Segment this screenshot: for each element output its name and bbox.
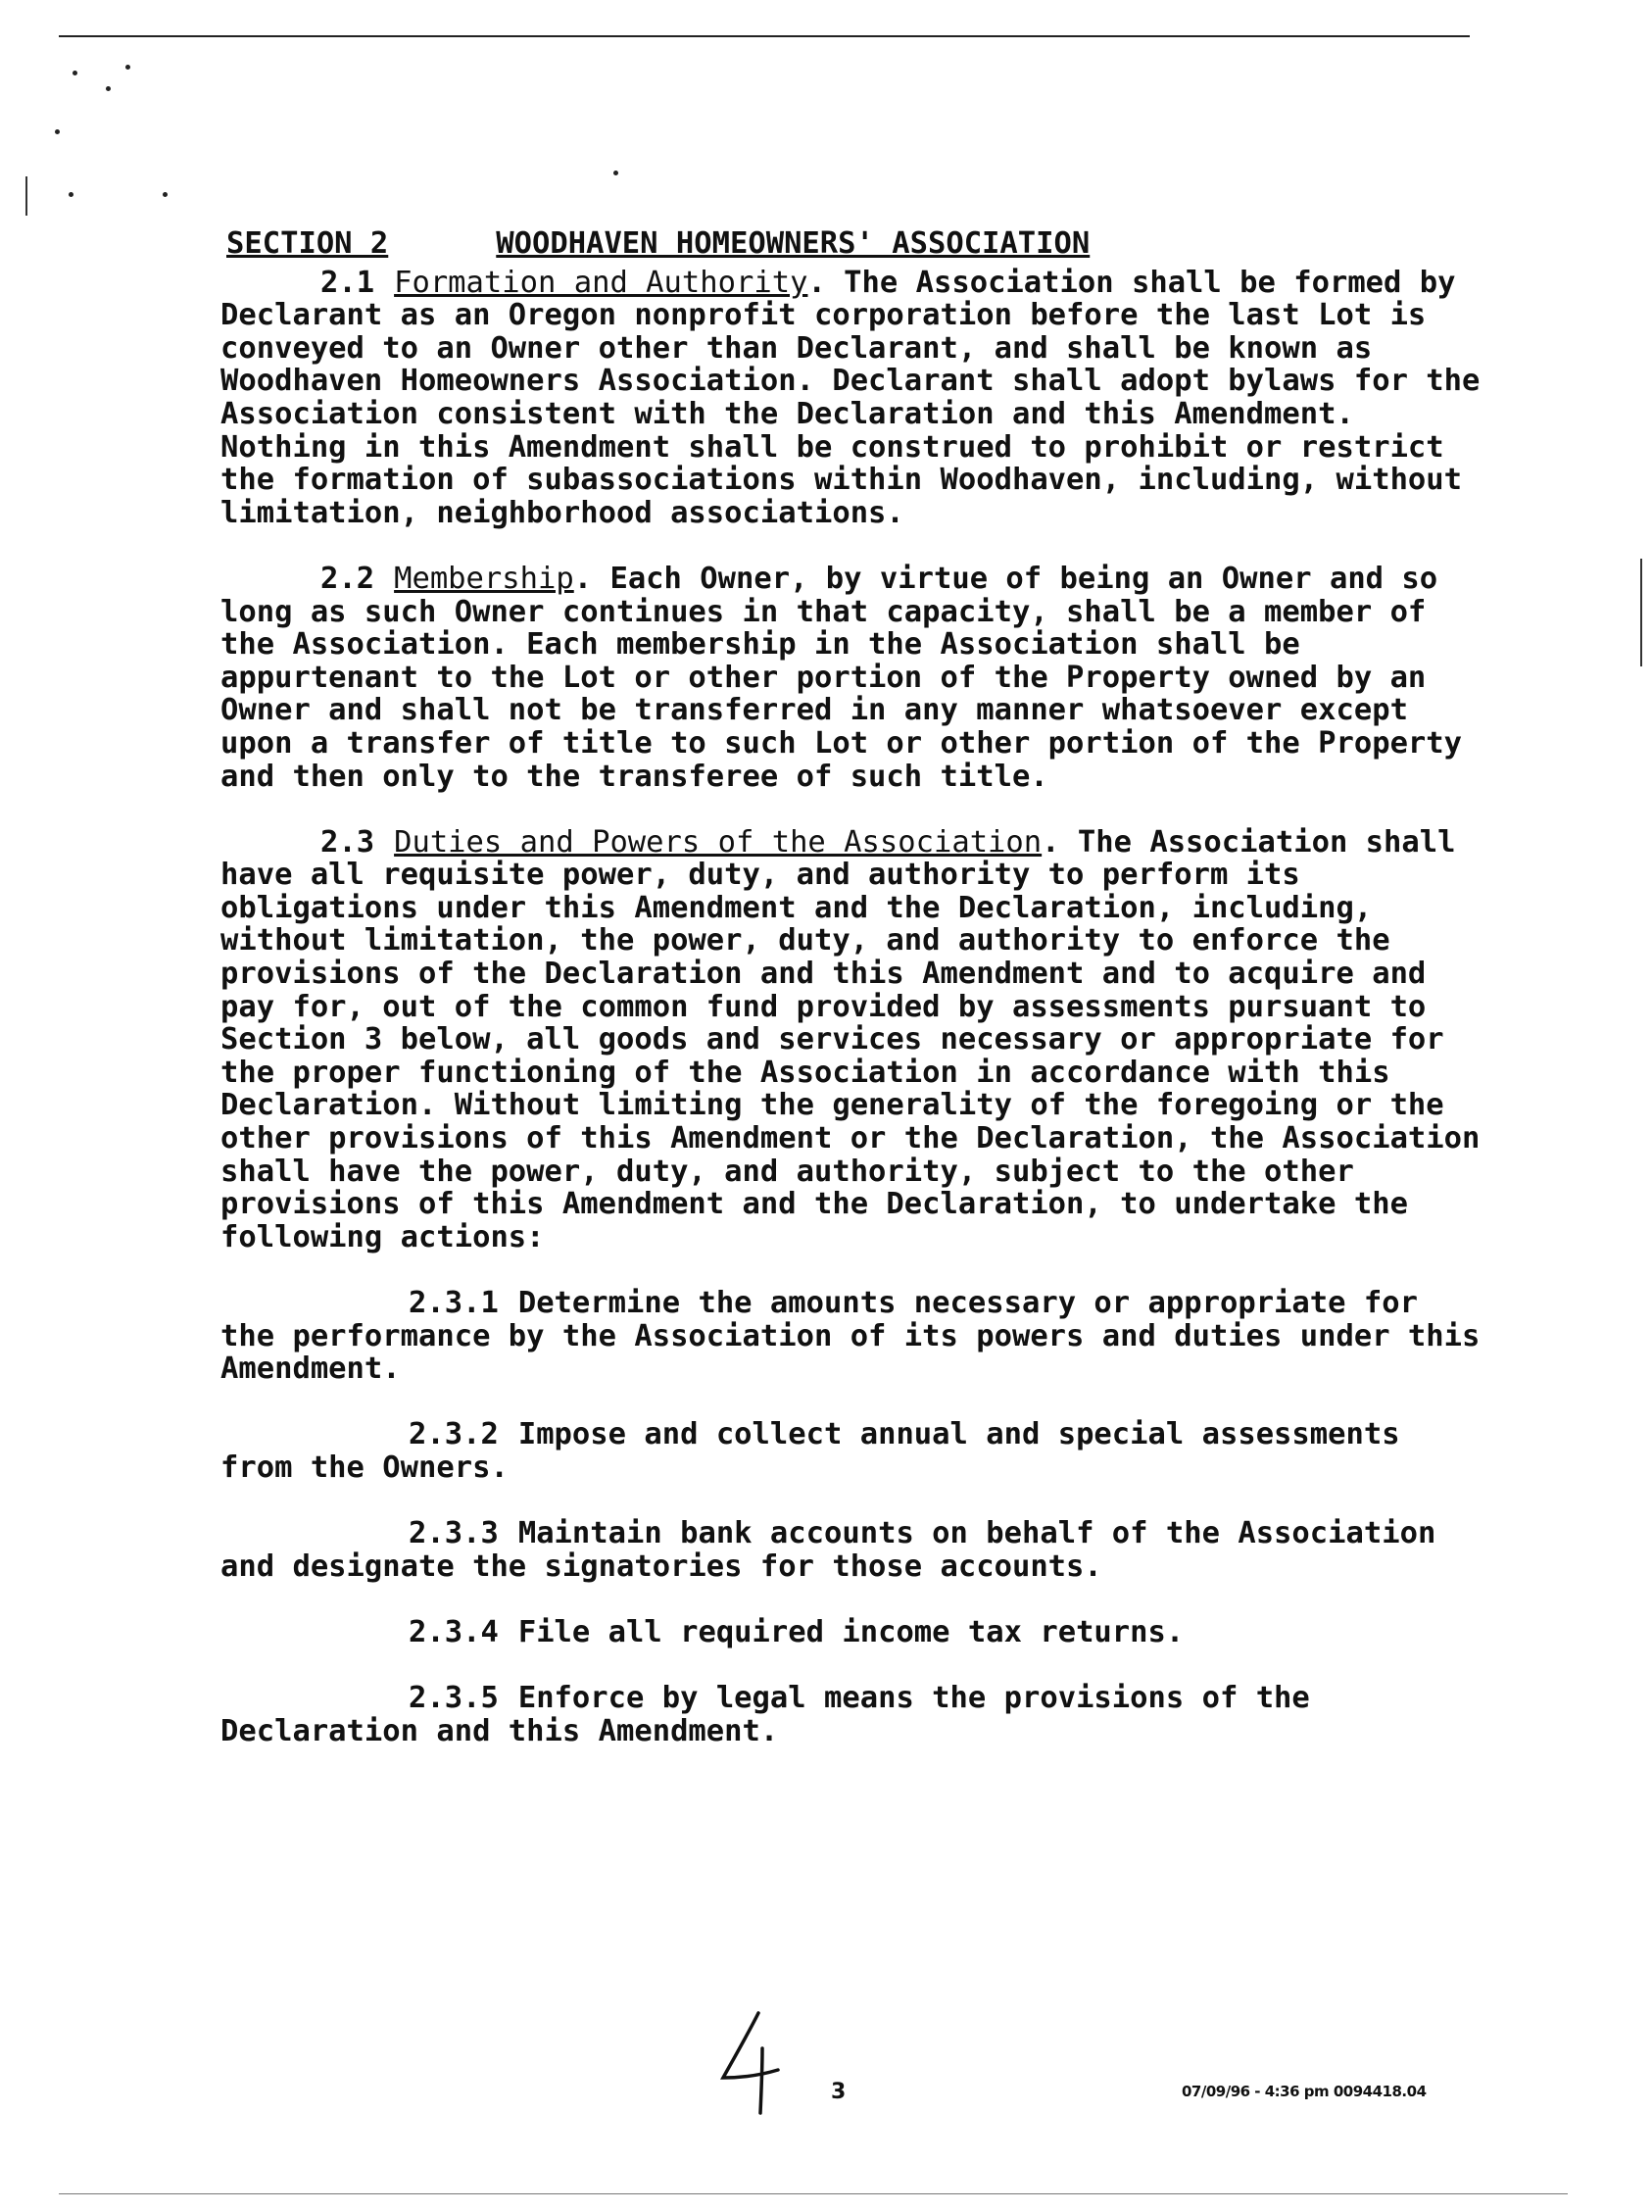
subitem-2-3-2: [220, 1418, 1484, 1484]
scan-speck: [106, 86, 111, 91]
left-edge-mark: [25, 176, 27, 216]
paragraph-title: Formation and Authority: [394, 265, 808, 300]
scan-speck: [55, 129, 60, 134]
bottom-scan-line: [59, 2193, 1568, 2194]
handwritten-page-number: [719, 2009, 782, 2117]
scan-speck: [73, 71, 77, 75]
paragraph-title: Duties and Powers of the Association: [394, 824, 1043, 860]
right-edge-mark: [1640, 559, 1642, 666]
scan-speck: [125, 65, 130, 70]
subitem-number: 2.3.4: [409, 1614, 499, 1649]
top-scan-line: [59, 35, 1470, 37]
scan-speck: [69, 192, 73, 197]
subitem-text: Impose and collect annual and special assessments from the Owners.: [220, 1417, 1400, 1485]
printed-page-number: 3: [831, 2080, 847, 2104]
document-body: [220, 227, 1484, 1781]
subitem-text: Determine the amounts necessary or appropriate for the performance by the Association of its powers and duties under this Amendment.: [220, 1286, 1481, 1387]
subitem-2-3-3: [220, 1517, 1484, 1583]
scan-speck: [163, 192, 168, 197]
paragraph-text: . Each Owner, by virtue of being an Owner and so long as such Owner continues in that capacity, shall be a member of the Association. Each membership in the Association shall be appurtenant to the Lot or other portion of the Property owned by an Owner and shall not be transferred in any manner whatsoever except upon a transfer of title to such Lot or other portion of the Property and then only to the transferee of such title.: [220, 561, 1463, 794]
subitem-number: 2.3.5: [409, 1681, 499, 1716]
subitem-2-3-1: [220, 1287, 1484, 1386]
section-title: WOODHAVEN HOMEOWNERS' ASSOCIATION: [496, 226, 1091, 261]
section-heading: [226, 227, 1484, 261]
paragraph-2-1: [220, 267, 1484, 530]
paragraph-number: 2.2: [320, 561, 375, 596]
paragraph-number: 2.1: [320, 265, 375, 300]
paragraph-text: . The Association shall be formed by Declarant as an Oregon nonprofit corporation before the last Lot is conveyed to an Owner other than Declarant, and shall be known as Woodhaven Homeowners Association. Declarant shall adopt bylaws for the Association consistent with the Declaration and this Amendment. Nothing in this Amendment shall be construed to prohibit or restrict the formation of subassociations within Woodhaven, including, without limitation, neighborhood associations.: [220, 265, 1481, 530]
paragraph-number: 2.3: [320, 824, 375, 860]
subitem-2-3-5: [220, 1682, 1484, 1747]
subitem-2-3-4: [220, 1616, 1484, 1649]
subitem-text: File all required income tax returns.: [517, 1614, 1185, 1649]
subitem-number: 2.3.3: [409, 1516, 499, 1551]
subitem-number: 2.3.1: [409, 1286, 499, 1320]
subitem-text: Enforce by legal means the provisions of the Declaration and this Amendment.: [220, 1681, 1310, 1748]
paragraph-text: . The Association shall have all requisite power, duty, and authority to perform its obligations under this Amendment and the Declaration, including, without limitation, the power, duty, and authority to enforce the provisions of the Declaration and this Amendment and to acquire and pay for, out of the common fund provided by assessments pursuant to Section 3 below, all goods and services necessary or appropriate for the proper functioning of the Association in accordance with this Declaration. Without limiting the generality of the foregoing or the other provisions of this Amendment or the Declaration, the Association shall have the power, duty, and authority, subject to the other provisions of this Amendment and the Declaration, to undertake the following actions:: [220, 824, 1481, 1254]
subitem-text: Maintain bank accounts on behalf of the Association and designate the signatories for those accounts.: [220, 1516, 1436, 1584]
section-label: SECTION 2: [226, 226, 389, 261]
paragraph-2-2: [220, 563, 1484, 793]
scan-speck: [613, 171, 618, 175]
subitem-number: 2.3.2: [409, 1417, 499, 1452]
document-stamp: 07/09/96 - 4:36 pm 0094418.04: [1182, 2083, 1427, 2100]
paragraph-2-3: [220, 826, 1484, 1254]
paragraph-title: Membership: [394, 561, 574, 596]
